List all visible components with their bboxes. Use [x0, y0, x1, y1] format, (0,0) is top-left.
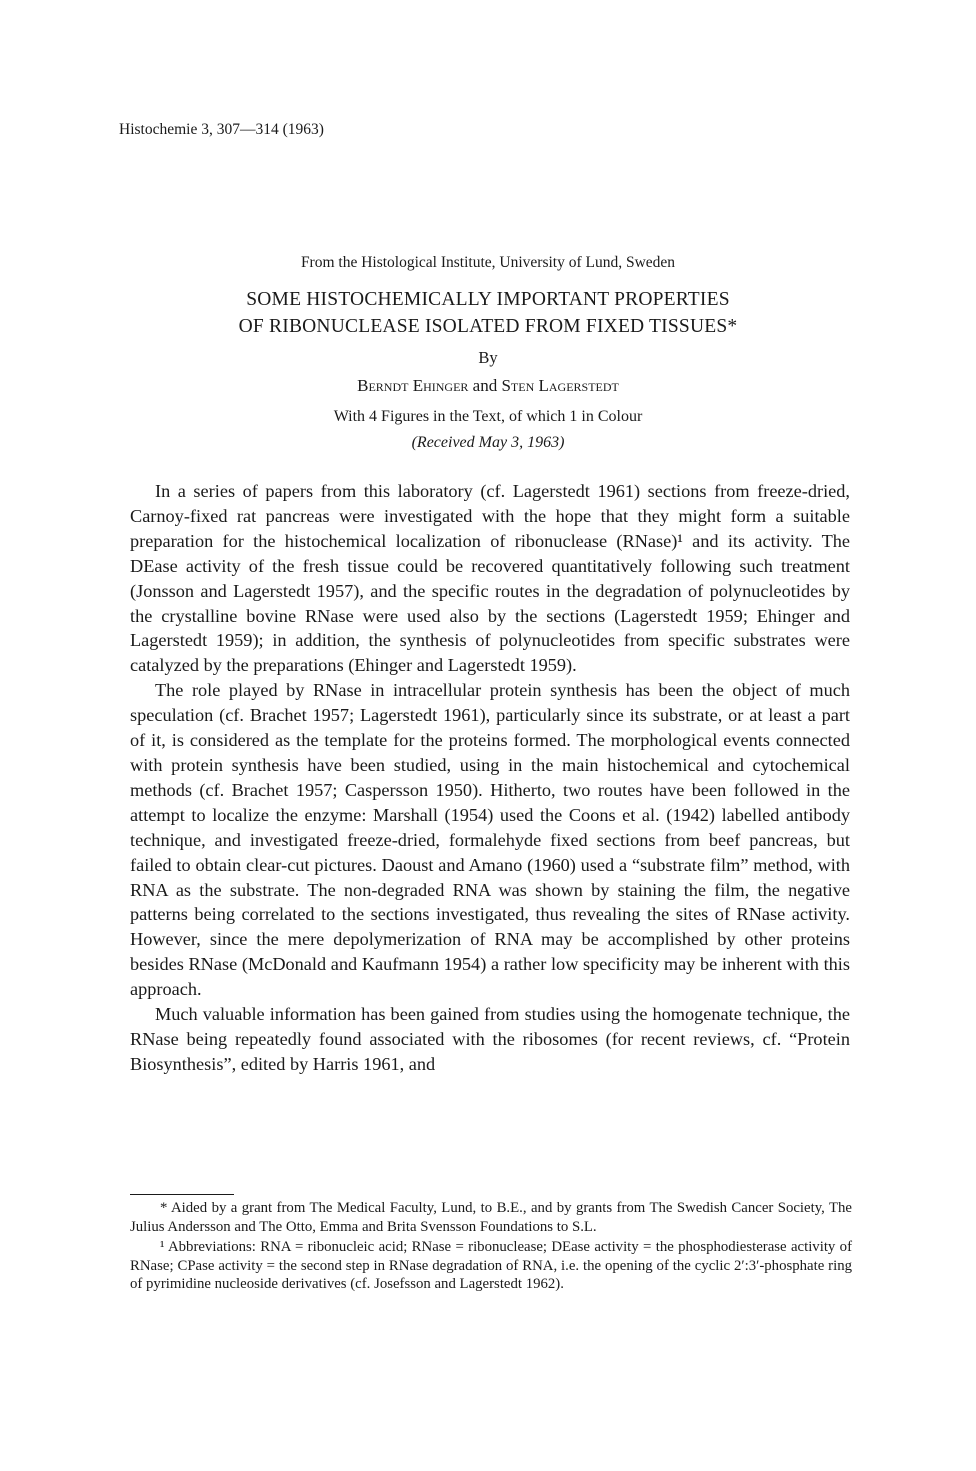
paragraph-2: The role played by RNase in intracellular protein synthesis has been the object of much speculation (cf. Brachet 1957; Lagerstedt 1961), particularly since its substrate, or at least a part of it, is considered as the template for the proteins formed. The morphological events connected with protein synthesis have been studied, using in the main histochemical and cytochemical methods (cf. Brachet 1957; Caspersson 1950). Hitherto, two routes have been followed in the attempt to localize the enzyme: Marshall (1954) used the Coons et al. (1942) labelled antibody technique, and investigated freeze-dried, formalehyde fixed sections from beef pancreas, but failed to obtain clear-cut pictures. Daoust and Amano (1960) used a “substrate film” method, with RNA as the substrate. The non-degraded RNA was shown by staining the film, the negative patterns being correlated to the sections investigated, thus revealing the sites of RNase activity. However, since the mere depolymerization of RNA may be accomplished by other proteins besides RNase (McDonald and Kaufmann 1954) a rather low specificity may be inherent with this approach. [130, 680, 850, 1000]
article-body [130, 479, 850, 1077]
author-conjunction: and [468, 376, 502, 395]
paragraph-3: Much valuable information has been gained from studies using the homogenate technique, the RNase being repeatedly found associated with the ribosomes (for recent reviews, cf. “Protein Biosynthesis”, edited by Harris 1961, and [130, 1004, 850, 1074]
footnotes [130, 1199, 852, 1296]
author-ehinger: Berndt Ehinger [357, 376, 469, 395]
footnote-rule [130, 1194, 234, 1195]
authors [0, 376, 976, 396]
footnote-abbreviations: ¹ Abbreviations: RNA = ribonucleic acid; RNase = ribonuclease; DEase activity = the phosphodiesterase activity of RNase; CPase activity = the second step in RNase degradation of RNA, i.e. the opening of the cyclic 2′:3′-phosphate ring of pyrimidine nucleoside derivatives (cf. Josefsson and Lagerstedt 1962). [130, 1239, 852, 1293]
author-lagerstedt: Sten Lagerstedt [501, 376, 619, 395]
journal-reference: Histochemie 3, 307—314 (1963) [119, 121, 324, 138]
article-title-line-2: OF RIBONUCLEASE ISOLATED FROM FIXED TISSUES* [238, 316, 738, 337]
received-date: (Received May 3, 1963) [411, 434, 565, 451]
article-title-line-1: SOME HISTOCHEMICALLY IMPORTANT PROPERTIES [246, 289, 730, 310]
paragraph-1: In a series of papers from this laboratory (cf. Lagerstedt 1961) sections from freeze-dried, Carnoy-fixed rat pancreas were investigated with the hope that they might form a suitable preparation for the histochemical localization of ribonuclease (RNase)¹ and its activity. The DEase activity of the fresh tissue could be recovered quantitatively following such treatment (Jonsson and Lagerstedt 1957), and the specific routes in the degradation of polynucleotides by the crystalline bovine RNase were used also by the sections (Lagerstedt 1959; Ehinger and Lagerstedt 1959); in addition, the synthesis of polynucleotides from specific substrates were catalyzed by the preparations (Ehinger and Lagerstedt 1959). [130, 481, 850, 676]
footnote-grant: * Aided by a grant from The Medical Faculty, Lund, to B.E., and by grants from The Swedish Cancer Society, The Julius Andersson and The Otto, Emma and Brita Svensson Foundations to S.L. [130, 1200, 852, 1235]
by-line: By [478, 348, 498, 367]
figures-note: With 4 Figures in the Text, of which 1 in Colour [333, 408, 643, 425]
institute-line: From the Histological Institute, University of Lund, Sweden [300, 254, 676, 271]
